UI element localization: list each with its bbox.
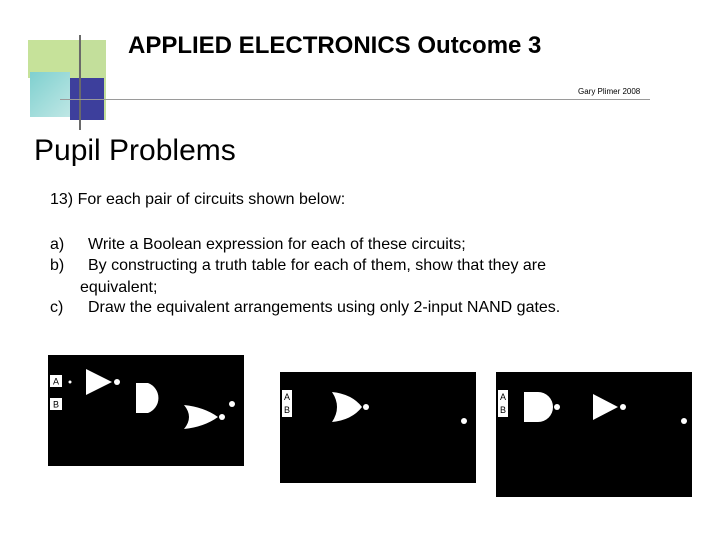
input-label-b: B [283, 405, 291, 415]
author-credit: Gary Plimer 2008 [578, 87, 641, 96]
inversion-bubble [114, 379, 120, 385]
decorative-vertical-rule [79, 35, 81, 130]
not-gate-symbol [593, 394, 618, 420]
node-dot [69, 381, 72, 384]
not-gate-symbol [86, 369, 112, 395]
output-node [681, 418, 687, 424]
circuit-diagram-2 [280, 372, 476, 483]
input-label-a: A [52, 376, 60, 387]
list-item-continuation [80, 279, 157, 297]
input-label-b: B [499, 405, 507, 415]
inversion-bubble [363, 404, 369, 410]
list-item-text: By constructing a truth table for each of them, show that they are [88, 257, 547, 274]
list-item-text: Draw the equivalent arrangements using only 2-input NAND gates. [88, 299, 561, 316]
circuit-diagram-1 [48, 355, 244, 466]
or-gate-symbol [332, 392, 362, 422]
header-rule [60, 99, 650, 100]
list-item-label: b) [50, 257, 65, 274]
section-heading: Pupil Problems [34, 134, 236, 167]
and-gate-symbol [524, 392, 553, 422]
list-item-text: Write a Boolean expression for each of these circuits; [88, 236, 466, 253]
input-label-a: A [499, 392, 507, 402]
list-item-text: equivalent; [80, 279, 158, 296]
list-item-label: c) [50, 299, 64, 316]
circuit-diagram-3 [496, 372, 692, 497]
inversion-bubble [219, 414, 225, 420]
or-gate-symbol [184, 405, 218, 429]
question-prompt: 13) For each pair of circuits shown below: [50, 191, 346, 208]
decorative-teal-block [30, 72, 70, 117]
output-node [461, 418, 467, 424]
input-label-b: B [52, 399, 60, 410]
output-node [229, 401, 235, 407]
inversion-bubble [620, 404, 626, 410]
list-item-label: a) [50, 236, 65, 253]
inversion-bubble [554, 404, 560, 410]
and-gate-symbol [136, 383, 158, 413]
input-label-a: A [283, 392, 291, 402]
slide-title: APPLIED ELECTRONICS Outcome 3 [128, 32, 542, 59]
